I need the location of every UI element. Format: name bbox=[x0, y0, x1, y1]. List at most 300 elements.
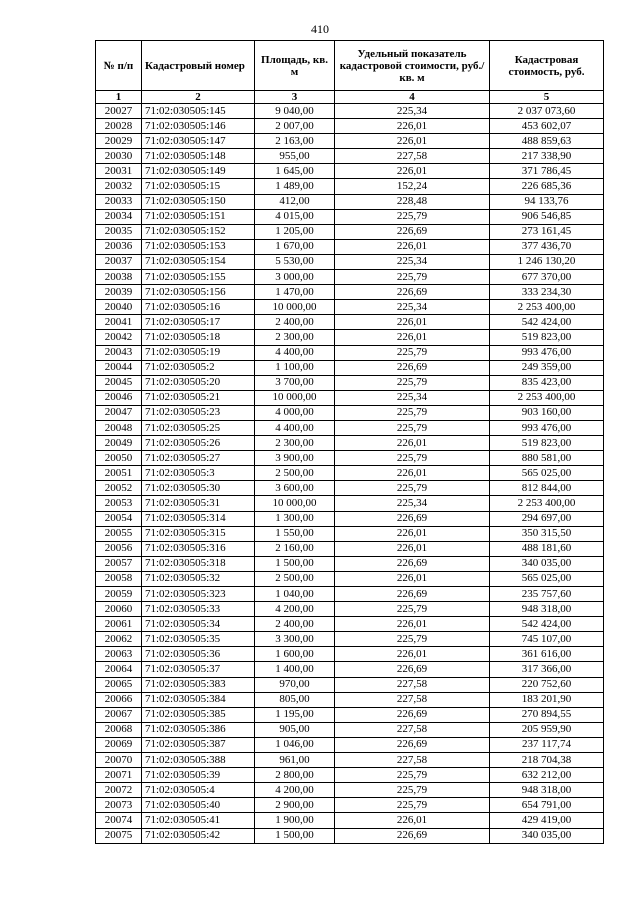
cadastral-cost-value: 632 212,00 bbox=[490, 768, 604, 783]
area-value: 10 000,00 bbox=[255, 496, 335, 511]
specific-cost-value: 228,48 bbox=[335, 194, 490, 209]
specific-cost-value: 226,01 bbox=[335, 647, 490, 662]
table-row bbox=[96, 556, 604, 571]
table-row bbox=[96, 753, 604, 768]
area-value: 5 530,00 bbox=[255, 254, 335, 269]
row-number: 20059 bbox=[96, 587, 142, 602]
area-value: 3 900,00 bbox=[255, 451, 335, 466]
row-number: 20038 bbox=[96, 270, 142, 285]
area-value: 1 645,00 bbox=[255, 164, 335, 179]
area-value: 970,00 bbox=[255, 677, 335, 692]
row-number: 20036 bbox=[96, 239, 142, 254]
cadastral-number: 71:02:030505:150 bbox=[142, 194, 255, 209]
cadastral-number: 71:02:030505:31 bbox=[142, 496, 255, 511]
cadastral-cost-value: 948 318,00 bbox=[490, 602, 604, 617]
cadastral-number: 71:02:030505:155 bbox=[142, 270, 255, 285]
table-row bbox=[96, 360, 604, 375]
cadastral-cost-value: 488 859,63 bbox=[490, 134, 604, 149]
cadastral-number: 71:02:030505:33 bbox=[142, 602, 255, 617]
specific-cost-value: 227,58 bbox=[335, 753, 490, 768]
table-row bbox=[96, 647, 604, 662]
row-number: 20029 bbox=[96, 134, 142, 149]
cadastral-number: 71:02:030505:145 bbox=[142, 104, 255, 119]
area-value: 1 600,00 bbox=[255, 647, 335, 662]
area-value: 1 500,00 bbox=[255, 828, 335, 843]
cadastral-cost-value: 903 160,00 bbox=[490, 405, 604, 420]
specific-cost-value: 226,69 bbox=[335, 587, 490, 602]
cadastral-cost-value: 333 234,30 bbox=[490, 285, 604, 300]
cadastral-cost-value: 340 035,00 bbox=[490, 828, 604, 843]
table-header bbox=[96, 41, 604, 104]
cadastral-cost-value: 205 959,90 bbox=[490, 722, 604, 737]
table-row bbox=[96, 677, 604, 692]
specific-cost-value: 226,69 bbox=[335, 224, 490, 239]
cadastral-number: 71:02:030505:32 bbox=[142, 571, 255, 586]
table-row bbox=[96, 783, 604, 798]
row-number: 20069 bbox=[96, 737, 142, 752]
area-value: 2 500,00 bbox=[255, 466, 335, 481]
cadastral-cost-value: 2 253 400,00 bbox=[490, 300, 604, 315]
row-number: 20071 bbox=[96, 768, 142, 783]
cadastral-cost-value: 565 025,00 bbox=[490, 466, 604, 481]
table-row bbox=[96, 405, 604, 420]
table-row bbox=[96, 511, 604, 526]
specific-cost-value: 225,34 bbox=[335, 104, 490, 119]
specific-cost-value: 227,58 bbox=[335, 677, 490, 692]
table-row bbox=[96, 209, 604, 224]
area-value: 1 550,00 bbox=[255, 526, 335, 541]
specific-cost-value: 226,01 bbox=[335, 813, 490, 828]
cadastral-number: 71:02:030505:318 bbox=[142, 556, 255, 571]
cadastral-number: 71:02:030505:40 bbox=[142, 798, 255, 813]
area-value: 955,00 bbox=[255, 149, 335, 164]
specific-cost-value: 225,79 bbox=[335, 632, 490, 647]
cadastral-cost-value: 340 035,00 bbox=[490, 556, 604, 571]
row-number: 20073 bbox=[96, 798, 142, 813]
area-value: 2 800,00 bbox=[255, 768, 335, 783]
cadastral-cost-value: 2 253 400,00 bbox=[490, 496, 604, 511]
cadastral-number: 71:02:030505:26 bbox=[142, 436, 255, 451]
area-value: 1 195,00 bbox=[255, 707, 335, 722]
area-value: 1 100,00 bbox=[255, 360, 335, 375]
row-number: 20051 bbox=[96, 466, 142, 481]
cadastral-cost-value: 218 704,38 bbox=[490, 753, 604, 768]
area-value: 1 470,00 bbox=[255, 285, 335, 300]
cadastral-cost-value: 993 476,00 bbox=[490, 420, 604, 435]
cadastral-cost-value: 835 423,00 bbox=[490, 375, 604, 390]
column-number: 5 bbox=[490, 91, 604, 104]
cadastral-cost-value: 542 424,00 bbox=[490, 315, 604, 330]
row-number: 20063 bbox=[96, 647, 142, 662]
area-value: 3 600,00 bbox=[255, 481, 335, 496]
table-row bbox=[96, 330, 604, 345]
cadastral-number: 71:02:030505:18 bbox=[142, 330, 255, 345]
area-value: 412,00 bbox=[255, 194, 335, 209]
row-number: 20037 bbox=[96, 254, 142, 269]
row-number: 20039 bbox=[96, 285, 142, 300]
specific-cost-value: 226,01 bbox=[335, 330, 490, 345]
row-number: 20046 bbox=[96, 390, 142, 405]
area-value: 805,00 bbox=[255, 692, 335, 707]
specific-cost-value: 225,79 bbox=[335, 405, 490, 420]
table-row bbox=[96, 541, 604, 556]
cadastral-number: 71:02:030505:19 bbox=[142, 345, 255, 360]
specific-cost-value: 225,79 bbox=[335, 602, 490, 617]
table-body bbox=[96, 104, 604, 844]
area-value: 3 000,00 bbox=[255, 270, 335, 285]
area-value: 3 300,00 bbox=[255, 632, 335, 647]
cadastral-cost-value: 488 181,60 bbox=[490, 541, 604, 556]
area-value: 1 500,00 bbox=[255, 556, 335, 571]
cadastral-number: 71:02:030505:385 bbox=[142, 707, 255, 722]
cadastral-number: 71:02:030505:23 bbox=[142, 405, 255, 420]
cadastral-number: 71:02:030505:147 bbox=[142, 134, 255, 149]
cadastral-number: 71:02:030505:25 bbox=[142, 420, 255, 435]
header-number: № п/п bbox=[96, 41, 142, 91]
area-value: 2 160,00 bbox=[255, 541, 335, 556]
cadastral-number: 71:02:030505:153 bbox=[142, 239, 255, 254]
table-row bbox=[96, 224, 604, 239]
specific-cost-value: 225,79 bbox=[335, 783, 490, 798]
cadastral-cost-value: 226 685,36 bbox=[490, 179, 604, 194]
table-row bbox=[96, 420, 604, 435]
area-value: 4 200,00 bbox=[255, 602, 335, 617]
cadastral-cost-value: 377 436,70 bbox=[490, 239, 604, 254]
area-value: 1 300,00 bbox=[255, 511, 335, 526]
table-row bbox=[96, 692, 604, 707]
area-value: 1 900,00 bbox=[255, 813, 335, 828]
cadastral-cost-value: 745 107,00 bbox=[490, 632, 604, 647]
cadastral-cost-value: 183 201,90 bbox=[490, 692, 604, 707]
page-number: 410 bbox=[311, 22, 329, 36]
cadastral-number: 71:02:030505:148 bbox=[142, 149, 255, 164]
table-row bbox=[96, 662, 604, 677]
row-number: 20060 bbox=[96, 602, 142, 617]
cadastral-number: 71:02:030505:156 bbox=[142, 285, 255, 300]
table-row bbox=[96, 300, 604, 315]
area-value: 2 300,00 bbox=[255, 330, 335, 345]
column-number: 3 bbox=[255, 91, 335, 104]
cadastral-number: 71:02:030505:386 bbox=[142, 722, 255, 737]
cadastral-number: 71:02:030505:21 bbox=[142, 390, 255, 405]
table-row bbox=[96, 571, 604, 586]
cadastral-cost-value: 361 616,00 bbox=[490, 647, 604, 662]
table-row bbox=[96, 164, 604, 179]
cadastral-cost-value: 542 424,00 bbox=[490, 617, 604, 632]
row-number: 20061 bbox=[96, 617, 142, 632]
row-number: 20062 bbox=[96, 632, 142, 647]
row-number: 20050 bbox=[96, 451, 142, 466]
cadastral-number: 71:02:030505:149 bbox=[142, 164, 255, 179]
cadastral-cost-value: 993 476,00 bbox=[490, 345, 604, 360]
cadastral-number: 71:02:030505:41 bbox=[142, 813, 255, 828]
specific-cost-value: 225,34 bbox=[335, 300, 490, 315]
specific-cost-value: 225,79 bbox=[335, 209, 490, 224]
cadastral-number: 71:02:030505:30 bbox=[142, 481, 255, 496]
area-value: 10 000,00 bbox=[255, 390, 335, 405]
table-row bbox=[96, 798, 604, 813]
row-number: 20048 bbox=[96, 420, 142, 435]
cadastral-number: 71:02:030505:34 bbox=[142, 617, 255, 632]
cadastral-number: 71:02:030505:146 bbox=[142, 119, 255, 134]
cadastral-cost-value: 270 894,55 bbox=[490, 707, 604, 722]
row-number: 20042 bbox=[96, 330, 142, 345]
specific-cost-value: 225,34 bbox=[335, 390, 490, 405]
table-row bbox=[96, 119, 604, 134]
table-row bbox=[96, 828, 604, 843]
specific-cost-value: 226,01 bbox=[335, 239, 490, 254]
specific-cost-value: 226,01 bbox=[335, 134, 490, 149]
row-number: 20068 bbox=[96, 722, 142, 737]
area-value: 2 163,00 bbox=[255, 134, 335, 149]
area-value: 1 400,00 bbox=[255, 662, 335, 677]
specific-cost-value: 226,01 bbox=[335, 526, 490, 541]
table-row bbox=[96, 375, 604, 390]
cadastral-cost-value: 453 602,07 bbox=[490, 119, 604, 134]
row-number: 20053 bbox=[96, 496, 142, 511]
specific-cost-value: 225,34 bbox=[335, 254, 490, 269]
specific-cost-value: 226,69 bbox=[335, 556, 490, 571]
table-row bbox=[96, 451, 604, 466]
table-row bbox=[96, 722, 604, 737]
cadastral-number: 71:02:030505:37 bbox=[142, 662, 255, 677]
area-value: 4 015,00 bbox=[255, 209, 335, 224]
row-number: 20034 bbox=[96, 209, 142, 224]
header-area: Площадь, кв. м bbox=[255, 41, 335, 91]
row-number: 20041 bbox=[96, 315, 142, 330]
table-row bbox=[96, 587, 604, 602]
specific-cost-value: 227,58 bbox=[335, 149, 490, 164]
specific-cost-value: 226,69 bbox=[335, 707, 490, 722]
column-number: 1 bbox=[96, 91, 142, 104]
area-value: 10 000,00 bbox=[255, 300, 335, 315]
table-row bbox=[96, 270, 604, 285]
specific-cost-value: 226,69 bbox=[335, 828, 490, 843]
cadastral-number: 71:02:030505:314 bbox=[142, 511, 255, 526]
cadastral-cost-value: 371 786,45 bbox=[490, 164, 604, 179]
area-value: 961,00 bbox=[255, 753, 335, 768]
row-number: 20030 bbox=[96, 149, 142, 164]
cadastral-number: 71:02:030505:4 bbox=[142, 783, 255, 798]
cadastral-cost-value: 273 161,45 bbox=[490, 224, 604, 239]
table-row bbox=[96, 345, 604, 360]
specific-cost-value: 226,01 bbox=[335, 315, 490, 330]
cadastral-number: 71:02:030505:383 bbox=[142, 677, 255, 692]
specific-cost-value: 225,79 bbox=[335, 768, 490, 783]
cadastral-cost-value: 812 844,00 bbox=[490, 481, 604, 496]
column-number: 4 bbox=[335, 91, 490, 104]
specific-cost-value: 226,01 bbox=[335, 164, 490, 179]
table-row bbox=[96, 617, 604, 632]
specific-cost-value: 152,24 bbox=[335, 179, 490, 194]
cadastral-cost-value: 880 581,00 bbox=[490, 451, 604, 466]
specific-cost-value: 225,79 bbox=[335, 451, 490, 466]
table-row bbox=[96, 134, 604, 149]
cadastral-cost-value: 906 546,85 bbox=[490, 209, 604, 224]
area-value: 1 489,00 bbox=[255, 179, 335, 194]
row-number: 20028 bbox=[96, 119, 142, 134]
cadastral-number: 71:02:030505:315 bbox=[142, 526, 255, 541]
cadastral-cost-value: 2 037 073,60 bbox=[490, 104, 604, 119]
row-number: 20047 bbox=[96, 405, 142, 420]
area-value: 1 040,00 bbox=[255, 587, 335, 602]
cadastral-number: 71:02:030505:323 bbox=[142, 587, 255, 602]
row-number: 20055 bbox=[96, 526, 142, 541]
cadastral-number: 71:02:030505:152 bbox=[142, 224, 255, 239]
column-number: 2 bbox=[142, 91, 255, 104]
cadastral-number: 71:02:030505:154 bbox=[142, 254, 255, 269]
specific-cost-value: 226,69 bbox=[335, 737, 490, 752]
specific-cost-value: 226,69 bbox=[335, 511, 490, 526]
area-value: 1 205,00 bbox=[255, 224, 335, 239]
specific-cost-value: 226,69 bbox=[335, 662, 490, 677]
row-number: 20043 bbox=[96, 345, 142, 360]
area-value: 4 200,00 bbox=[255, 783, 335, 798]
header-specific-cost: Удельный показатель кадастровой стоимости, руб./кв. м bbox=[335, 41, 490, 91]
cadastral-number: 71:02:030505:15 bbox=[142, 179, 255, 194]
specific-cost-value: 225,79 bbox=[335, 270, 490, 285]
specific-cost-value: 225,79 bbox=[335, 798, 490, 813]
cadastral-number: 71:02:030505:17 bbox=[142, 315, 255, 330]
cadastral-cost-value: 217 338,90 bbox=[490, 149, 604, 164]
row-number: 20074 bbox=[96, 813, 142, 828]
cadastral-cost-value: 654 791,00 bbox=[490, 798, 604, 813]
cadastral-cost-value: 94 133,76 bbox=[490, 194, 604, 209]
area-value: 2 400,00 bbox=[255, 617, 335, 632]
cadastral-cost-value: 519 823,00 bbox=[490, 330, 604, 345]
cadastral-cost-value: 565 025,00 bbox=[490, 571, 604, 586]
specific-cost-value: 225,79 bbox=[335, 420, 490, 435]
area-value: 1 670,00 bbox=[255, 239, 335, 254]
row-number: 20058 bbox=[96, 571, 142, 586]
specific-cost-value: 226,69 bbox=[335, 360, 490, 375]
table-row bbox=[96, 179, 604, 194]
cadastral-number: 71:02:030505:42 bbox=[142, 828, 255, 843]
area-value: 4 000,00 bbox=[255, 405, 335, 420]
row-number: 20040 bbox=[96, 300, 142, 315]
table-row bbox=[96, 390, 604, 405]
table-row bbox=[96, 315, 604, 330]
specific-cost-value: 227,58 bbox=[335, 722, 490, 737]
row-number: 20067 bbox=[96, 707, 142, 722]
table-row bbox=[96, 194, 604, 209]
area-value: 905,00 bbox=[255, 722, 335, 737]
area-value: 1 046,00 bbox=[255, 737, 335, 752]
area-value: 2 500,00 bbox=[255, 571, 335, 586]
row-number: 20054 bbox=[96, 511, 142, 526]
cadastral-number: 71:02:030505:2 bbox=[142, 360, 255, 375]
column-number-row bbox=[96, 91, 604, 104]
specific-cost-value: 226,01 bbox=[335, 466, 490, 481]
row-number: 20045 bbox=[96, 375, 142, 390]
table-row bbox=[96, 737, 604, 752]
area-value: 9 040,00 bbox=[255, 104, 335, 119]
cadastral-cost-value: 350 315,50 bbox=[490, 526, 604, 541]
table-row bbox=[96, 466, 604, 481]
row-number: 20027 bbox=[96, 104, 142, 119]
cadastral-cost-value: 317 366,00 bbox=[490, 662, 604, 677]
header-cadastral-number: Кадастровый номер bbox=[142, 41, 255, 91]
table-row bbox=[96, 632, 604, 647]
area-value: 2 007,00 bbox=[255, 119, 335, 134]
table-row bbox=[96, 239, 604, 254]
table-row bbox=[96, 104, 604, 119]
cadastral-cost-value: 220 752,60 bbox=[490, 677, 604, 692]
specific-cost-value: 226,01 bbox=[335, 541, 490, 556]
row-number: 20057 bbox=[96, 556, 142, 571]
header-cadastral-cost: Кадастровая стоимость, руб. bbox=[490, 41, 604, 91]
cadastral-number: 71:02:030505:36 bbox=[142, 647, 255, 662]
row-number: 20032 bbox=[96, 179, 142, 194]
cadastral-number: 71:02:030505:27 bbox=[142, 451, 255, 466]
cadastral-number: 71:02:030505:388 bbox=[142, 753, 255, 768]
cadastral-number: 71:02:030505:3 bbox=[142, 466, 255, 481]
table-row bbox=[96, 436, 604, 451]
table-row bbox=[96, 526, 604, 541]
specific-cost-value: 226,01 bbox=[335, 571, 490, 586]
cadastral-cost-value: 429 419,00 bbox=[490, 813, 604, 828]
table-row bbox=[96, 768, 604, 783]
specific-cost-value: 226,01 bbox=[335, 617, 490, 632]
table-row bbox=[96, 285, 604, 300]
specific-cost-value: 226,01 bbox=[335, 119, 490, 134]
table-row bbox=[96, 496, 604, 511]
row-number: 20072 bbox=[96, 783, 142, 798]
row-number: 20070 bbox=[96, 753, 142, 768]
specific-cost-value: 226,69 bbox=[335, 285, 490, 300]
row-number: 20075 bbox=[96, 828, 142, 843]
row-number: 20031 bbox=[96, 164, 142, 179]
area-value: 2 400,00 bbox=[255, 315, 335, 330]
cadastral-cost-value: 948 318,00 bbox=[490, 783, 604, 798]
row-number: 20044 bbox=[96, 360, 142, 375]
row-number: 20033 bbox=[96, 194, 142, 209]
table-row bbox=[96, 707, 604, 722]
row-number: 20065 bbox=[96, 677, 142, 692]
cadastral-cost-value: 249 359,00 bbox=[490, 360, 604, 375]
cadastral-number: 71:02:030505:316 bbox=[142, 541, 255, 556]
specific-cost-value: 226,01 bbox=[335, 436, 490, 451]
specific-cost-value: 225,79 bbox=[335, 481, 490, 496]
table-row bbox=[96, 602, 604, 617]
cadastral-cost-value: 677 370,00 bbox=[490, 270, 604, 285]
cadastral-number: 71:02:030505:39 bbox=[142, 768, 255, 783]
cadastral-number: 71:02:030505:16 bbox=[142, 300, 255, 315]
row-number: 20035 bbox=[96, 224, 142, 239]
table-row bbox=[96, 813, 604, 828]
table-row bbox=[96, 149, 604, 164]
area-value: 2 300,00 bbox=[255, 436, 335, 451]
table-row bbox=[96, 481, 604, 496]
cadastral-cost-value: 519 823,00 bbox=[490, 436, 604, 451]
area-value: 4 400,00 bbox=[255, 420, 335, 435]
row-number: 20066 bbox=[96, 692, 142, 707]
cadastral-number: 71:02:030505:20 bbox=[142, 375, 255, 390]
cadastral-cost-value: 2 253 400,00 bbox=[490, 390, 604, 405]
row-number: 20056 bbox=[96, 541, 142, 556]
cadastral-cost-value: 294 697,00 bbox=[490, 511, 604, 526]
cadastral-number: 71:02:030505:35 bbox=[142, 632, 255, 647]
header-row bbox=[96, 41, 604, 91]
table-row bbox=[96, 254, 604, 269]
row-number: 20049 bbox=[96, 436, 142, 451]
specific-cost-value: 225,79 bbox=[335, 375, 490, 390]
cadastral-cost-value: 1 246 130,20 bbox=[490, 254, 604, 269]
cadastral-number: 71:02:030505:384 bbox=[142, 692, 255, 707]
specific-cost-value: 227,58 bbox=[335, 692, 490, 707]
row-number: 20052 bbox=[96, 481, 142, 496]
row-number: 20064 bbox=[96, 662, 142, 677]
